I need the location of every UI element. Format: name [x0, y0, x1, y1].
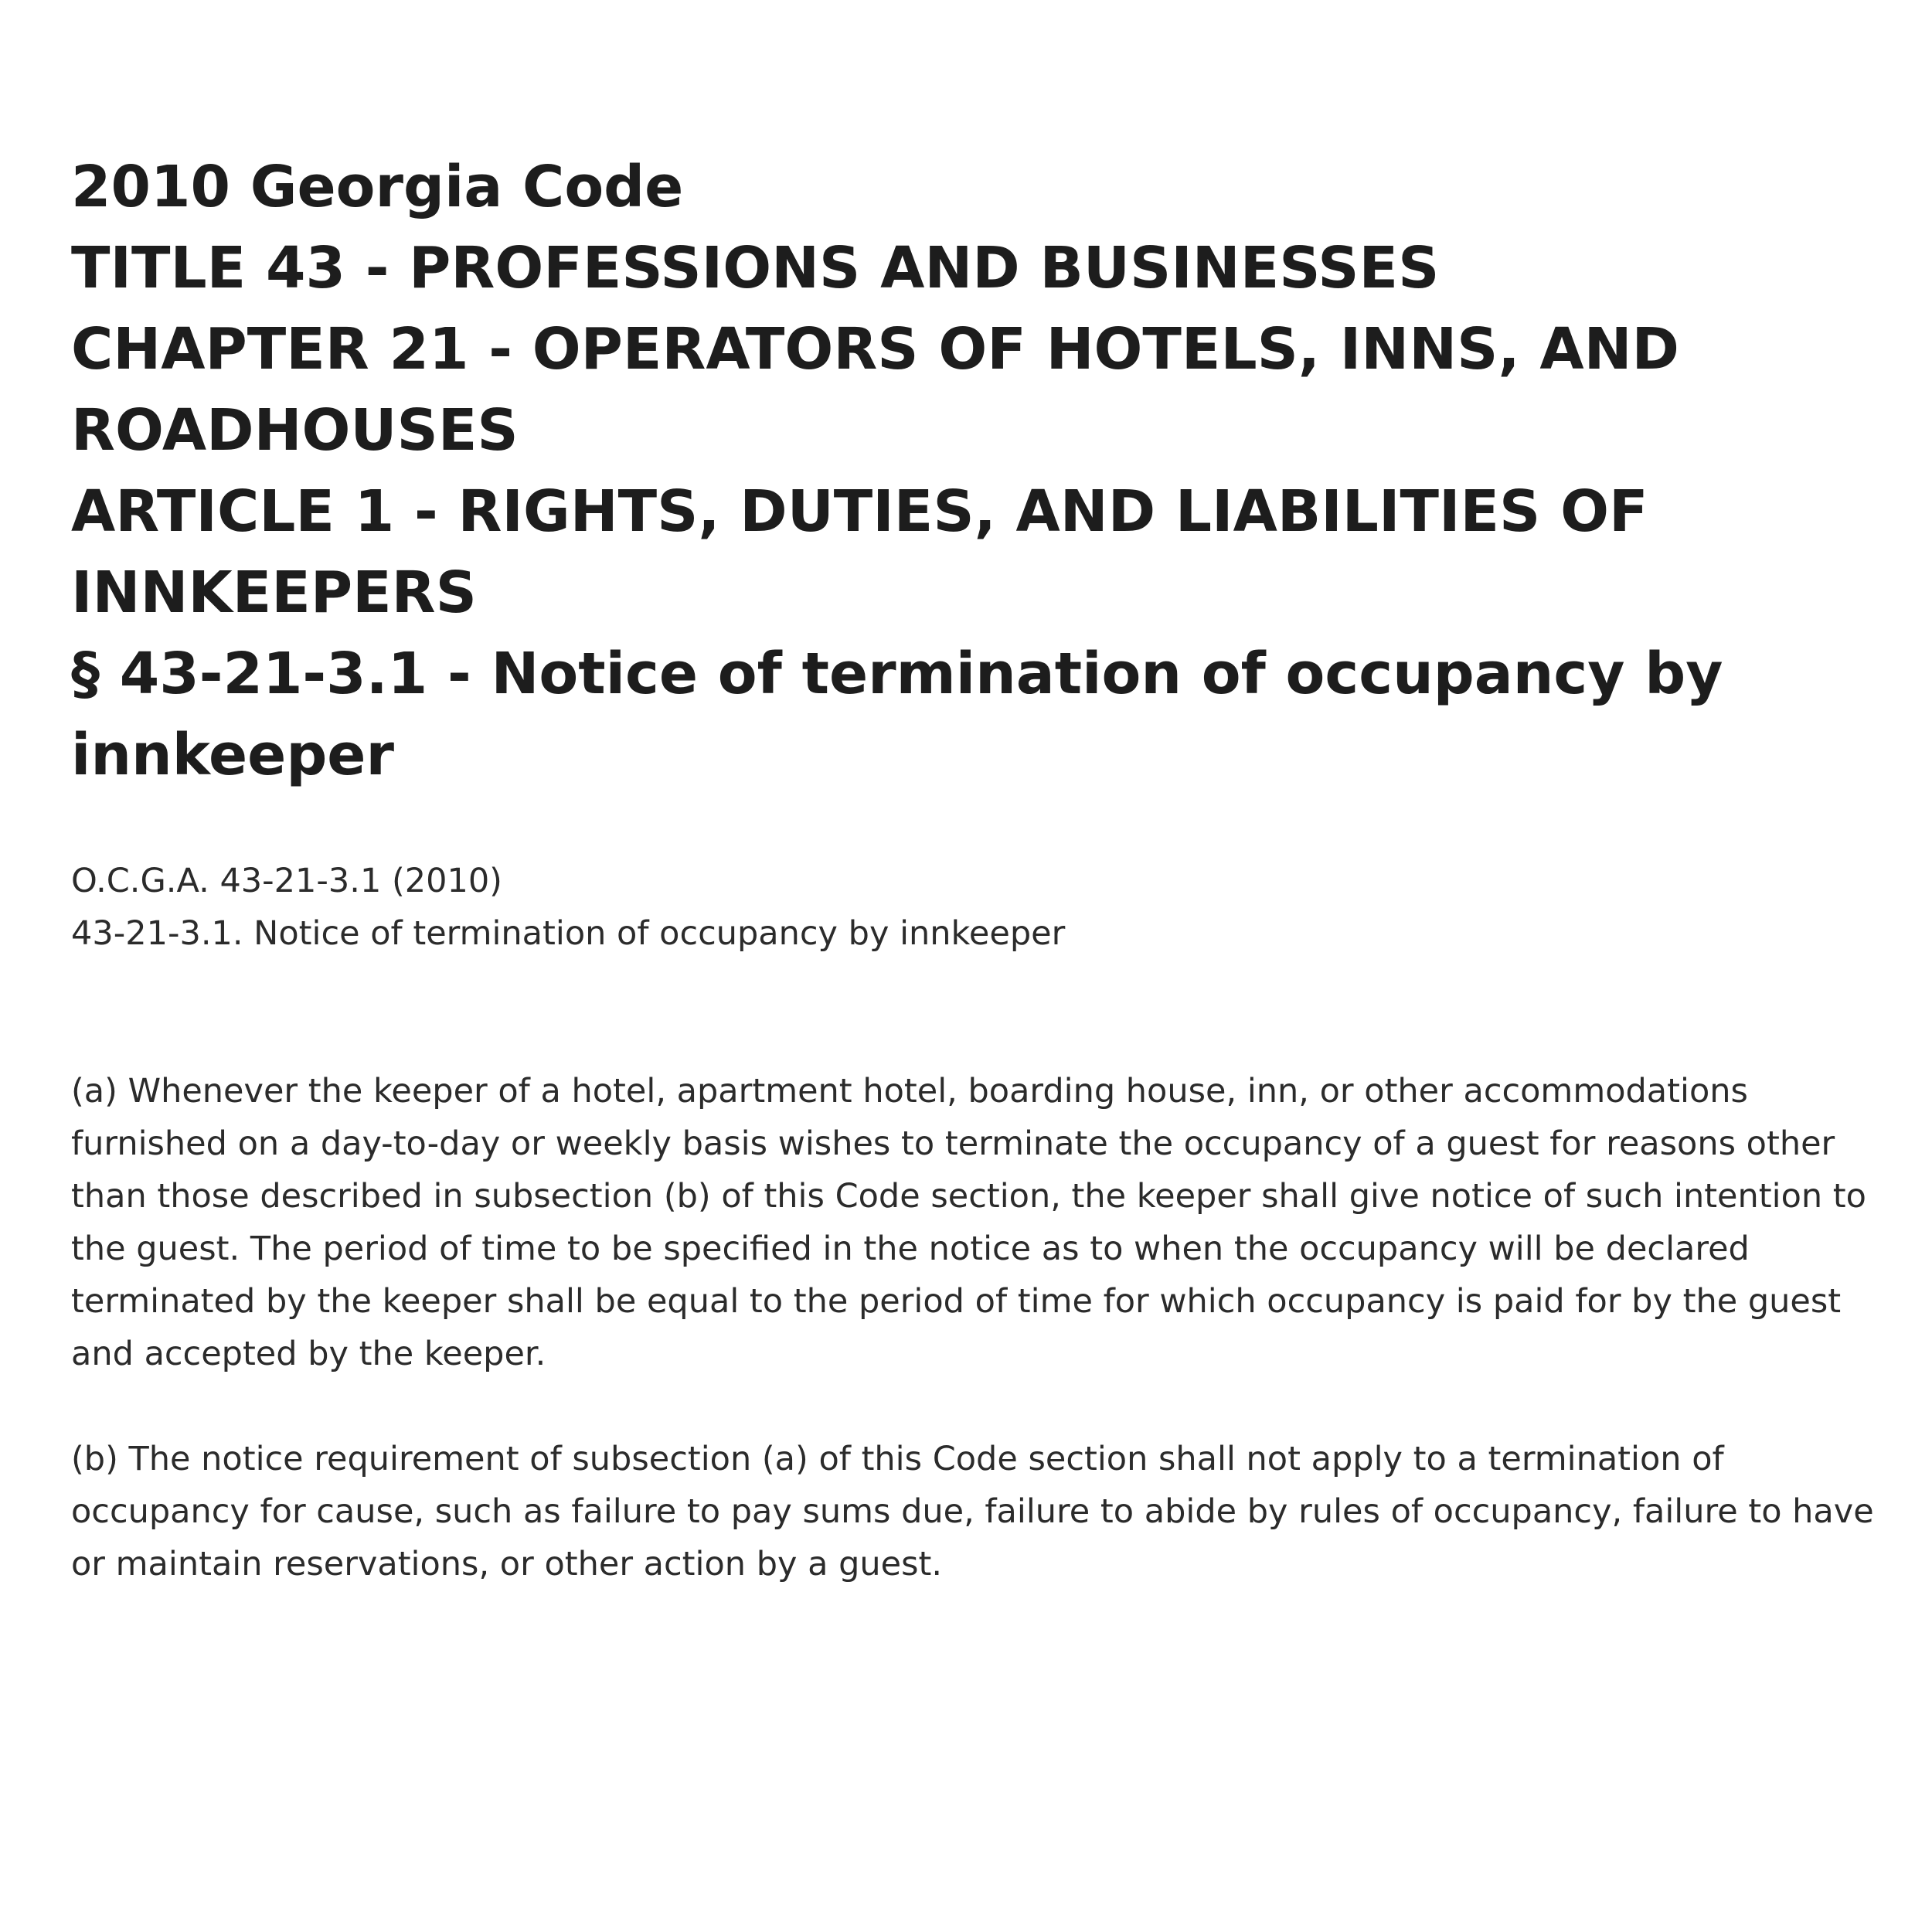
code-year-title: 2010 Georgia Code	[71, 154, 684, 220]
subsection-a: (a) Whenever the keeper of a hotel, apartment hotel, boarding house, inn, or other accommodations furnished on a day-to-day or weekly basis wishes to terminate the occupancy of a guest for reasons other than those described in subsection (b) of this Code section, the keeper shall give notice of such intention to the guest. The period of time to be specified in the notice as to when the occupancy will be declared terminated by the keeper shall be equal to the period of time for which occupancy is paid for by the guest and accepted by the keeper.	[71, 1072, 1866, 1373]
section-heading: § 43-21-3.1 - Notice of termination of occupancy by innkeeper	[71, 641, 1723, 788]
section-title: 43-21-3.1. Notice of termination of occupancy by innkeeper	[71, 914, 1066, 953]
title-heading: TITLE 43 - PROFESSIONS AND BUSINESSES	[71, 235, 1440, 301]
article-heading: ARTICLE 1 - RIGHTS, DUTIES, AND LIABILITIES OF INNKEEPERS	[71, 478, 1648, 626]
citation: O.C.G.A. 43-21-3.1 (2010)	[71, 862, 502, 900]
chapter-heading: CHAPTER 21 - OPERATORS OF HOTELS, INNS, AND ROADHOUSES	[71, 316, 1679, 464]
section-meta	[71, 855, 1886, 960]
page-title	[71, 147, 1771, 796]
subsection-b: (b) The notice requirement of subsection (a) of this Code section shall not apply to a termination of occupancy for cause, such as failure to pay sums due, failure to abide by rules of occupancy, failure to have or maintain reservations, or other action by a guest.	[71, 1440, 1874, 1583]
